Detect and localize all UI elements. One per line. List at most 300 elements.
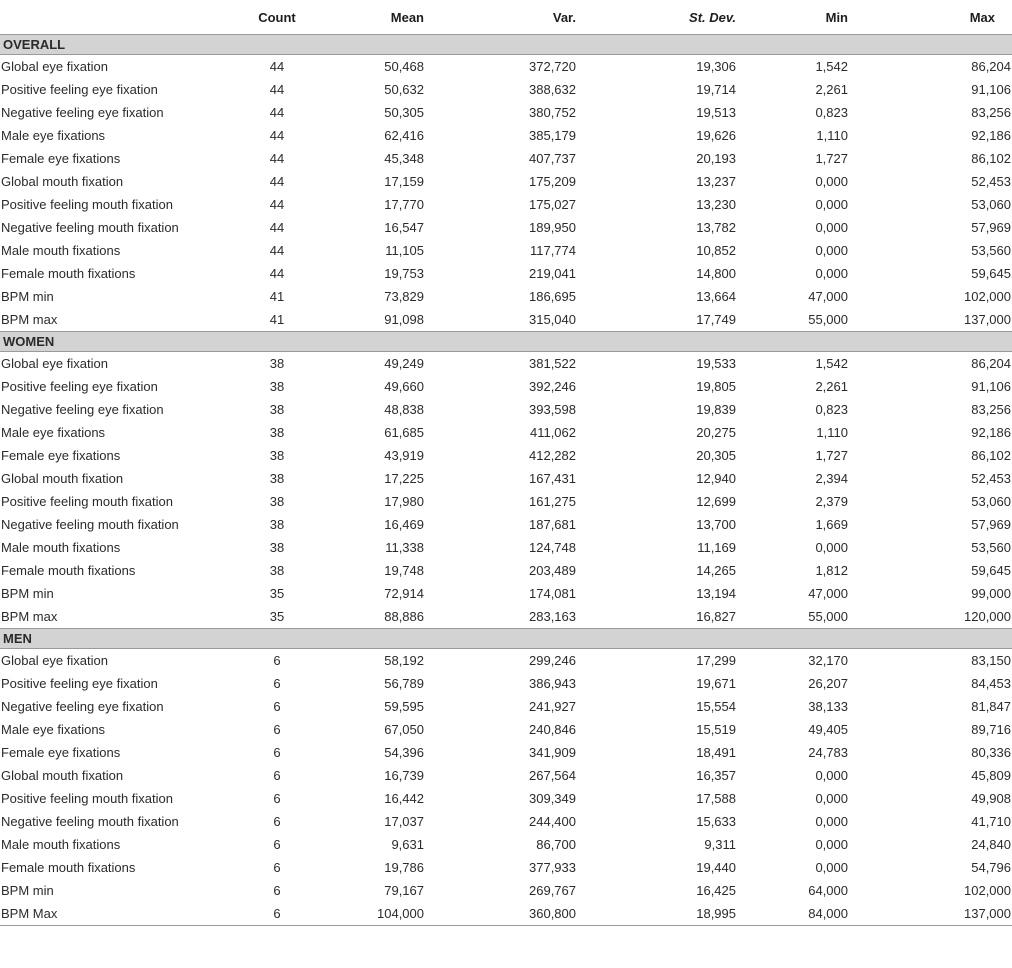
table-row: [0, 285, 1012, 308]
count-cell: 6: [222, 902, 332, 926]
var-cell: 269,767: [529, 883, 576, 898]
table-row: [0, 582, 1012, 605]
min-cell: 0,000: [815, 243, 848, 258]
table-row: [0, 239, 1012, 262]
mean-cell: 58,192: [384, 653, 424, 668]
table-row: [0, 55, 1012, 79]
count-cell: 6: [273, 791, 281, 806]
mean-cell: 91,098: [384, 312, 424, 327]
mean-cell: 19,753: [384, 266, 424, 281]
header-row: [0, 0, 1012, 35]
max-cell: 57,969: [971, 220, 1011, 235]
var-cell: 341,909: [529, 745, 576, 760]
mean-cell: 49,660: [384, 379, 424, 394]
max-cell: 54,796: [971, 860, 1011, 875]
var-cell: 380,752: [529, 105, 576, 120]
mean-cell: 79,167: [384, 883, 424, 898]
mean-cell: 16,469: [384, 517, 424, 532]
count-cell: 6: [273, 722, 281, 737]
mean-cell: 50,305: [384, 105, 424, 120]
min-cell: 1,542: [815, 356, 848, 371]
var-cell: 167,431: [529, 471, 576, 486]
var-cell: 161,275: [529, 494, 576, 509]
min-cell: 0,000: [815, 768, 848, 783]
st-dev-cell: 16,357: [696, 768, 736, 783]
mean-cell: 45,348: [384, 151, 424, 166]
section-title: MEN: [0, 629, 1012, 649]
min-cell: 0,000: [815, 791, 848, 806]
count-cell: 44: [269, 59, 285, 74]
st-dev-cell: 13,700: [696, 517, 736, 532]
mean-cell: 16,739: [384, 768, 424, 783]
var-cell: 412,282: [529, 448, 576, 463]
st-dev-cell: 19,513: [696, 105, 736, 120]
count-cell: 38: [269, 563, 285, 578]
header-max: Max: [906, 0, 1012, 35]
table-row: [0, 856, 1012, 879]
table-row: [0, 78, 1012, 101]
var-cell: 315,040: [529, 312, 576, 327]
var-cell: 174,081: [529, 586, 576, 601]
mean-cell: 17,980: [384, 494, 424, 509]
min-cell: 1,727: [815, 448, 848, 463]
table-row: [0, 741, 1012, 764]
max-cell: 81,847: [971, 699, 1011, 714]
row-label: Global eye fixation: [1, 653, 108, 668]
var-cell: 309,349: [529, 791, 576, 806]
st-dev-cell: 20,275: [696, 425, 736, 440]
max-cell: 86,102: [971, 151, 1011, 166]
min-cell: 26,207: [808, 676, 848, 691]
count-cell: 38: [269, 540, 285, 555]
mean-cell: 50,468: [384, 59, 424, 74]
max-cell: 120,000: [964, 609, 1011, 624]
var-cell: 117,774: [529, 243, 576, 258]
table-body: [0, 35, 1012, 926]
min-cell: 0,000: [815, 540, 848, 555]
st-dev-cell: 19,533: [696, 356, 736, 371]
st-dev-cell: 12,699: [696, 494, 736, 509]
count-cell: 44: [269, 82, 285, 97]
header-var: Var.: [482, 0, 634, 35]
header-label: [0, 0, 222, 35]
min-cell: 1,812: [815, 563, 848, 578]
mean-cell: 11,105: [385, 243, 424, 258]
max-cell: 52,453: [971, 471, 1011, 486]
row-label: BPM min: [1, 289, 54, 304]
max-cell: 91,106: [971, 379, 1011, 394]
table-header: [0, 0, 1012, 35]
max-cell: 86,204: [971, 59, 1011, 74]
count-cell: 35: [269, 586, 285, 601]
st-dev-cell: 18,995: [634, 902, 794, 926]
row-label: Male mouth fixations: [1, 837, 121, 852]
st-dev-cell: 17,749: [696, 312, 736, 327]
var-cell: 392,246: [529, 379, 576, 394]
st-dev-cell: 19,671: [696, 676, 736, 691]
count-cell: 44: [269, 220, 285, 235]
section-title: WOMEN: [0, 332, 1012, 352]
st-dev-cell: 13,782: [696, 220, 736, 235]
table-row: [0, 101, 1012, 124]
table-row: [0, 902, 1012, 926]
var-cell: 124,748: [529, 540, 576, 555]
max-cell: 24,840: [971, 837, 1011, 852]
count-cell: 38: [269, 379, 285, 394]
max-cell: 53,060: [971, 494, 1011, 509]
st-dev-cell: 16,827: [696, 609, 736, 624]
mean-cell: 11,338: [385, 540, 424, 555]
max-cell: 99,000: [971, 586, 1011, 601]
count-cell: 6: [273, 883, 281, 898]
max-cell: 53,060: [971, 197, 1011, 212]
table-row: [0, 718, 1012, 741]
min-cell: 0,000: [815, 860, 848, 875]
table-row: [0, 124, 1012, 147]
mean-cell: 16,547: [384, 220, 424, 235]
st-dev-cell: 20,193: [696, 151, 736, 166]
section-header-row: [0, 629, 1012, 649]
min-cell: 2,379: [815, 494, 848, 509]
min-cell: 0,823: [815, 402, 848, 417]
max-cell: 86,102: [971, 448, 1011, 463]
row-label: Global mouth fixation: [1, 471, 124, 486]
mean-cell: 43,919: [384, 448, 424, 463]
table-row: [0, 605, 1012, 629]
st-dev-cell: 19,805: [696, 379, 736, 394]
st-dev-cell: 13,237: [696, 174, 736, 189]
max-cell: 92,186: [971, 128, 1011, 143]
table-row: [0, 833, 1012, 856]
st-dev-cell: 13,194: [696, 586, 736, 601]
mean-cell: 17,037: [384, 814, 424, 829]
st-dev-cell: 13,664: [696, 289, 736, 304]
table-row: [0, 787, 1012, 810]
st-dev-cell: 12,940: [696, 471, 736, 486]
mean-cell: 54,396: [384, 745, 424, 760]
count-cell: 44: [269, 151, 285, 166]
mean-cell: 104,000: [332, 902, 482, 926]
count-cell: 6: [273, 699, 281, 714]
row-label: Female mouth fixations: [1, 266, 136, 281]
table-row: [0, 216, 1012, 239]
count-cell: 44: [269, 128, 285, 143]
min-cell: 1,110: [816, 425, 848, 440]
mean-cell: 73,829: [384, 289, 424, 304]
row-label: Male eye fixations: [1, 425, 106, 440]
count-cell: 38: [269, 494, 285, 509]
row-label: BPM Max: [0, 902, 222, 926]
table-row: [0, 536, 1012, 559]
count-cell: 38: [269, 356, 285, 371]
section-header-row: [0, 35, 1012, 55]
max-cell: 83,256: [971, 402, 1011, 417]
max-cell: 102,000: [964, 883, 1011, 898]
table-row: [0, 262, 1012, 285]
count-cell: 44: [269, 105, 285, 120]
count-cell: 6: [273, 837, 281, 852]
st-dev-cell: 9,311: [704, 837, 736, 852]
st-dev-cell: 17,588: [696, 791, 736, 806]
max-cell: 83,256: [971, 105, 1011, 120]
min-cell: 2,261: [815, 379, 848, 394]
var-cell: 407,737: [529, 151, 576, 166]
mean-cell: 59,595: [384, 699, 424, 714]
table-row: [0, 421, 1012, 444]
table-row: [0, 559, 1012, 582]
var-cell: 381,522: [529, 356, 576, 371]
min-cell: 0,823: [815, 105, 848, 120]
row-label: Female eye fixations: [1, 448, 121, 463]
count-cell: 35: [269, 609, 285, 624]
header-st-dev: St. Dev.: [634, 0, 794, 35]
table-row: [0, 375, 1012, 398]
var-cell: 86,700: [536, 837, 576, 852]
var-cell: 372,720: [529, 59, 576, 74]
section-title: OVERALL: [0, 35, 1012, 55]
count-cell: 44: [269, 197, 285, 212]
row-label: Negative feeling mouth fixation: [1, 220, 179, 235]
count-cell: 44: [269, 174, 285, 189]
table-row: [0, 764, 1012, 787]
row-label: Positive feeling eye fixation: [1, 379, 158, 394]
max-cell: 102,000: [964, 289, 1011, 304]
row-label: Negative feeling mouth fixation: [1, 814, 179, 829]
min-cell: 0,000: [815, 814, 848, 829]
table-row: [0, 695, 1012, 718]
mean-cell: 9,631: [391, 837, 424, 852]
var-cell: 187,681: [529, 517, 576, 532]
row-label: Positive feeling mouth fixation: [1, 197, 173, 212]
table-row: [0, 147, 1012, 170]
mean-cell: 67,050: [384, 722, 424, 737]
var-cell: 267,564: [529, 768, 576, 783]
mean-cell: 72,914: [384, 586, 424, 601]
min-cell: 0,000: [815, 220, 848, 235]
var-cell: 244,400: [529, 814, 576, 829]
var-cell: 219,041: [529, 266, 576, 281]
row-label: Global mouth fixation: [1, 174, 124, 189]
max-cell: 59,645: [971, 266, 1011, 281]
max-cell: 91,106: [971, 82, 1011, 97]
count-cell: 38: [269, 471, 285, 486]
min-cell: 2,261: [815, 82, 848, 97]
st-dev-cell: 15,554: [696, 699, 736, 714]
table-row: [0, 649, 1012, 673]
table-row: [0, 672, 1012, 695]
max-cell: 80,336: [971, 745, 1011, 760]
var-cell: 386,943: [529, 676, 576, 691]
count-cell: 6: [273, 860, 281, 875]
mean-cell: 48,838: [384, 402, 424, 417]
st-dev-cell: 14,800: [696, 266, 736, 281]
row-label: Male mouth fixations: [1, 243, 121, 258]
max-cell: 52,453: [971, 174, 1011, 189]
table-row: [0, 879, 1012, 902]
row-label: Negative feeling mouth fixation: [1, 517, 179, 532]
st-dev-cell: 10,852: [696, 243, 736, 258]
mean-cell: 17,770: [384, 197, 424, 212]
max-cell: 84,453: [971, 676, 1011, 691]
var-cell: 189,950: [529, 220, 576, 235]
row-label: Positive feeling mouth fixation: [1, 791, 173, 806]
min-cell: 49,405: [808, 722, 848, 737]
mean-cell: 19,748: [384, 563, 424, 578]
var-cell: 385,179: [529, 128, 576, 143]
table-row: [0, 193, 1012, 216]
mean-cell: 50,632: [384, 82, 424, 97]
min-cell: 64,000: [808, 883, 848, 898]
row-label: Female mouth fixations: [1, 860, 136, 875]
mean-cell: 17,225: [384, 471, 424, 486]
st-dev-cell: 11,169: [697, 540, 736, 555]
min-cell: 47,000: [808, 586, 848, 601]
min-cell: 2,394: [815, 471, 848, 486]
row-label: Positive feeling eye fixation: [1, 82, 158, 97]
row-label: Female mouth fixations: [1, 563, 136, 578]
row-label: Female eye fixations: [1, 151, 121, 166]
row-label: BPM min: [1, 883, 54, 898]
var-cell: 388,632: [529, 82, 576, 97]
header-mean: Mean: [332, 0, 482, 35]
max-cell: 45,809: [971, 768, 1011, 783]
max-cell: 137,000: [964, 312, 1011, 327]
count-cell: 6: [273, 653, 281, 668]
mean-cell: 56,789: [384, 676, 424, 691]
max-cell: 49,908: [971, 791, 1011, 806]
min-cell: 55,000: [808, 609, 848, 624]
header-min: Min: [794, 0, 906, 35]
st-dev-cell: 19,626: [696, 128, 736, 143]
min-cell: 47,000: [808, 289, 848, 304]
mean-cell: 62,416: [384, 128, 424, 143]
min-cell: 24,783: [808, 745, 848, 760]
count-cell: 38: [269, 425, 285, 440]
var-cell: 393,598: [529, 402, 576, 417]
row-label: BPM max: [1, 609, 58, 624]
min-cell: 55,000: [808, 312, 848, 327]
table-row: [0, 170, 1012, 193]
count-cell: 6: [273, 676, 281, 691]
table-row: [0, 398, 1012, 421]
min-cell: 1,669: [815, 517, 848, 532]
max-cell: 137,000: [906, 902, 1012, 926]
max-cell: 59,645: [971, 563, 1011, 578]
table-row: [0, 444, 1012, 467]
max-cell: 86,204: [971, 356, 1011, 371]
var-cell: 241,927: [529, 699, 576, 714]
st-dev-cell: 19,714: [696, 82, 736, 97]
row-label: Global eye fixation: [1, 356, 108, 371]
row-label: Global eye fixation: [1, 59, 108, 74]
count-cell: 6: [273, 768, 281, 783]
var-cell: 411,062: [529, 425, 576, 440]
st-dev-cell: 18,491: [696, 745, 736, 760]
row-label: Positive feeling mouth fixation: [1, 494, 173, 509]
st-dev-cell: 15,519: [696, 722, 736, 737]
row-label: BPM min: [1, 586, 54, 601]
max-cell: 89,716: [971, 722, 1011, 737]
max-cell: 83,150: [971, 653, 1011, 668]
min-cell: 1,110: [816, 128, 848, 143]
var-cell: 186,695: [529, 289, 576, 304]
st-dev-cell: 14,265: [696, 563, 736, 578]
max-cell: 92,186: [971, 425, 1011, 440]
table-row: [0, 513, 1012, 536]
count-cell: 6: [273, 745, 281, 760]
count-cell: 41: [269, 289, 285, 304]
min-cell: 0,000: [815, 266, 848, 281]
st-dev-cell: 19,306: [696, 59, 736, 74]
st-dev-cell: 17,299: [696, 653, 736, 668]
table-row: [0, 810, 1012, 833]
row-label: BPM max: [1, 312, 58, 327]
row-label: Negative feeling eye fixation: [1, 699, 164, 714]
var-cell: 175,027: [529, 197, 576, 212]
count-cell: 41: [269, 312, 285, 327]
row-label: Male eye fixations: [1, 128, 106, 143]
min-cell: 38,133: [808, 699, 848, 714]
table-row: [0, 490, 1012, 513]
row-label: Female eye fixations: [1, 745, 121, 760]
var-cell: 360,800: [482, 902, 634, 926]
max-cell: 53,560: [971, 540, 1011, 555]
table-row: [0, 467, 1012, 490]
st-dev-cell: 20,305: [696, 448, 736, 463]
var-cell: 203,489: [529, 563, 576, 578]
count-cell: 44: [269, 243, 285, 258]
max-cell: 57,969: [971, 517, 1011, 532]
mean-cell: 19,786: [384, 860, 424, 875]
count-cell: 38: [269, 402, 285, 417]
mean-cell: 49,249: [384, 356, 424, 371]
min-cell: 84,000: [794, 902, 906, 926]
row-label: Male mouth fixations: [1, 540, 121, 555]
table-row: [0, 308, 1012, 332]
min-cell: 0,000: [815, 197, 848, 212]
min-cell: 0,000: [815, 174, 848, 189]
count-cell: 38: [269, 517, 285, 532]
count-cell: 6: [273, 814, 281, 829]
var-cell: 240,846: [529, 722, 576, 737]
st-dev-cell: 19,440: [696, 860, 736, 875]
section-header-row: [0, 332, 1012, 352]
min-cell: 0,000: [815, 837, 848, 852]
count-cell: 44: [269, 266, 285, 281]
st-dev-cell: 13,230: [696, 197, 736, 212]
st-dev-cell: 15,633: [696, 814, 736, 829]
var-cell: 299,246: [529, 653, 576, 668]
mean-cell: 61,685: [384, 425, 424, 440]
row-label: Positive feeling eye fixation: [1, 676, 158, 691]
mean-cell: 17,159: [384, 174, 424, 189]
min-cell: 1,727: [815, 151, 848, 166]
mean-cell: 16,442: [384, 791, 424, 806]
mean-cell: 88,886: [384, 609, 424, 624]
var-cell: 283,163: [529, 609, 576, 624]
row-label: Global mouth fixation: [1, 768, 124, 783]
st-dev-cell: 19,839: [696, 402, 736, 417]
st-dev-cell: 16,425: [696, 883, 736, 898]
table-row: [0, 352, 1012, 376]
header-count: Count: [222, 0, 332, 35]
max-cell: 41,710: [971, 814, 1011, 829]
count-cell: 38: [269, 448, 285, 463]
var-cell: 377,933: [529, 860, 576, 875]
var-cell: 175,209: [529, 174, 576, 189]
min-cell: 32,170: [808, 653, 848, 668]
max-cell: 53,560: [971, 243, 1011, 258]
